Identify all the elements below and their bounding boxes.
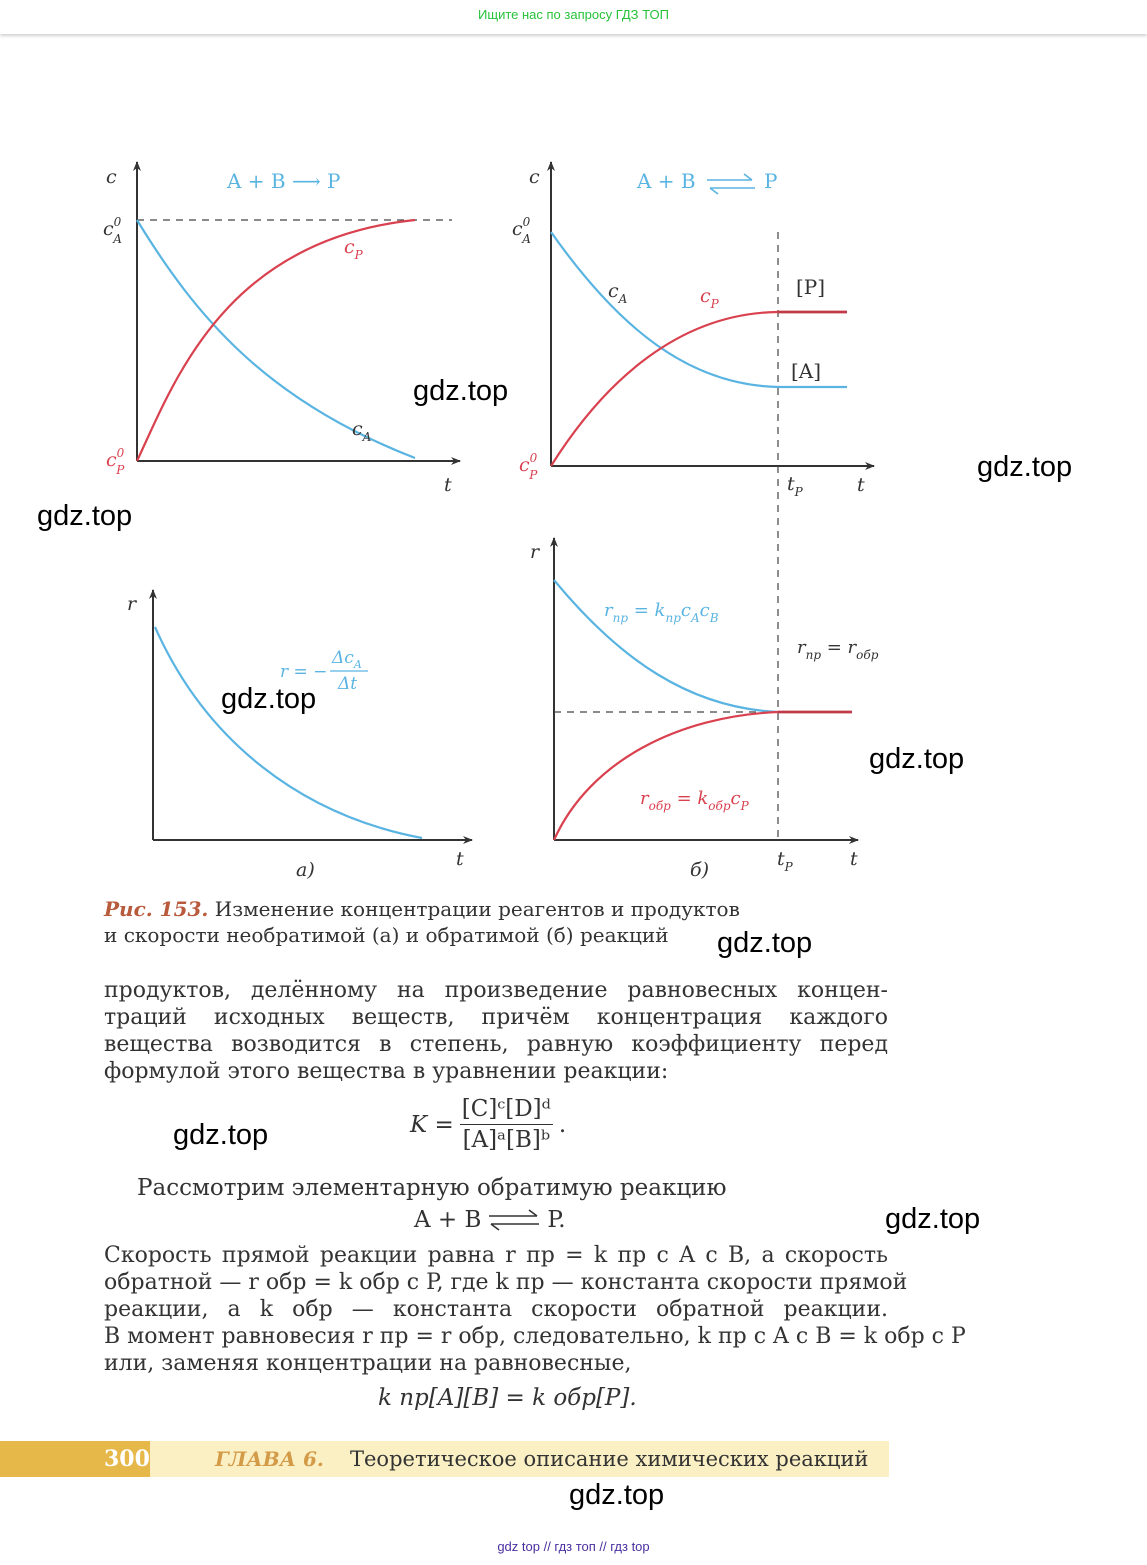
panel-a-rate [127,590,472,881]
text-line: Скорость прямой реакции равна r пр = k пр c A c B, а скорость [104,1243,888,1268]
cp-label: $c_P$ [344,236,363,262]
paragraph-equilibrium-constant [104,977,888,1085]
x-axis-label: t [456,848,464,870]
watermark: gdz.top [569,1479,665,1511]
reaction-equation [414,1207,566,1233]
reaction-right: P. [547,1207,566,1233]
ca-label: $c_A$ [352,418,372,444]
ca-curve [137,220,415,458]
watermark: gdz.top [717,927,813,959]
formula-lhs: K = [410,1111,454,1138]
text-line: траций исходных веществ, причём концентрация каждого [104,1005,888,1030]
text-line: В момент равновесия r пр = r обр, следовательно, k пр c A c B = k обр c P [104,1324,966,1349]
caption-line1: Изменение концентрации реагентов и продуктов [208,897,740,921]
cp0-label: $c^0$ P [106,446,125,477]
text-line: формулой этого вещества в уравнении реакции: [104,1059,669,1084]
rate-formula-lhs: r = − [280,662,328,682]
text-line: продуктов, делённому на произведение равновесных концен- [104,978,888,1003]
formula-fraction [460,1096,553,1153]
watermark: gdz.top [221,683,317,715]
caption-label: Рис. 153. [104,897,209,921]
reaction-reversible-right: P [764,169,778,193]
eq-a-label: [A] [791,359,822,383]
panel-b-rate [530,538,879,881]
eq-p-label: [P] [796,275,826,299]
caption-line2: и скорости необратимой (а) и обратимой (б) реакций [104,923,669,947]
text-line: обратной — r обр = k обр c P, где k пр — константа скорости прямой [104,1270,908,1295]
watermark: gdz.top [413,375,509,407]
equilibrium-arrows-icon [707,174,755,194]
y-axis-label: c [106,166,117,188]
tp-label: $t_P$ [787,473,803,499]
equal-rate-formula: $r_{пр} = r_{обр}$ [797,637,879,662]
reaction-left: A + B [414,1207,482,1233]
y-axis-label: c [529,166,540,188]
text-line: вещества возводится в степень, равную коэффициенту перед [104,1032,888,1057]
watermark: gdz.top [37,500,133,532]
reaction-reversible-left: A + B [637,169,696,193]
reaction-irreversible: A + B ⟶ P [227,169,341,193]
page-footer [0,1441,889,1477]
formula-denominator: [A]ᵃ[B]ᵇ [462,1127,551,1153]
cp-curve [551,312,778,466]
bottom-links[interactable]: gdz top // гдз топ // гдз top [497,1539,650,1554]
panel-label-b: б) [690,859,710,881]
panel-label-a: а) [296,859,315,881]
cp0-label: $c^0$ P [519,451,538,482]
formula-numerator: [C]ᶜ[D]ᵈ [460,1096,553,1125]
x-axis-label: t [444,474,452,496]
chapter-label: ГЛАВА 6. [215,1447,324,1471]
cp-label: $c_P$ [700,285,719,311]
equilibrium-arrows-icon [487,1209,541,1231]
panel-a-concentration [103,162,460,496]
rate-formula-num: $\Delta c_A$ [332,648,362,671]
formula-end: . [558,1111,567,1138]
rate-curve [155,627,422,838]
y-axis-label: r [127,593,137,615]
panel-b-concentration [512,162,874,840]
text-line: реакции, а k обр — константа скорости обратной реакции. [104,1297,888,1322]
tp-label: $t_P$ [777,848,793,874]
text-line: или, заменяя концентрации на равновесные, [104,1351,632,1376]
x-axis-label: t [857,474,865,496]
consider-line: Рассмотрим элементарную обратимую реакцию [137,1175,727,1201]
reverse-rate-curve [554,712,778,840]
cp-curve [137,220,415,461]
ca-label: $c_A$ [608,280,628,306]
equilibrium-constant-formula [410,1096,566,1153]
ca0-label: $c^0$ A [103,215,122,246]
reverse-rate-formula: $r_{обр} = k_{обр}c_P$ [640,788,749,813]
forward-rate-formula: $r_{пр} = k_{пр}c_Ac_B$ [604,600,719,625]
y-axis-label: r [530,541,540,563]
watermark: gdz.top [885,1203,981,1235]
paragraph-rates [104,1242,966,1377]
figure-caption [104,896,824,948]
watermark: gdz.top [977,451,1073,483]
top-banner-text: Ищите нас по запросу ГДЗ ТОП [478,7,669,22]
ca0-label: $c^0$ A [512,215,531,246]
page-number: 300 [104,1446,150,1472]
x-axis-label: t [850,848,858,870]
final-formula: k пр[A][B] = k обр[P]. [378,1385,637,1411]
chapter-title: Теоретическое описание химических реакций [350,1447,869,1471]
watermark: gdz.top [173,1119,269,1151]
forward-rate-curve [554,580,778,712]
watermark: gdz.top [869,743,965,775]
rate-formula-den: Δt [338,674,358,694]
